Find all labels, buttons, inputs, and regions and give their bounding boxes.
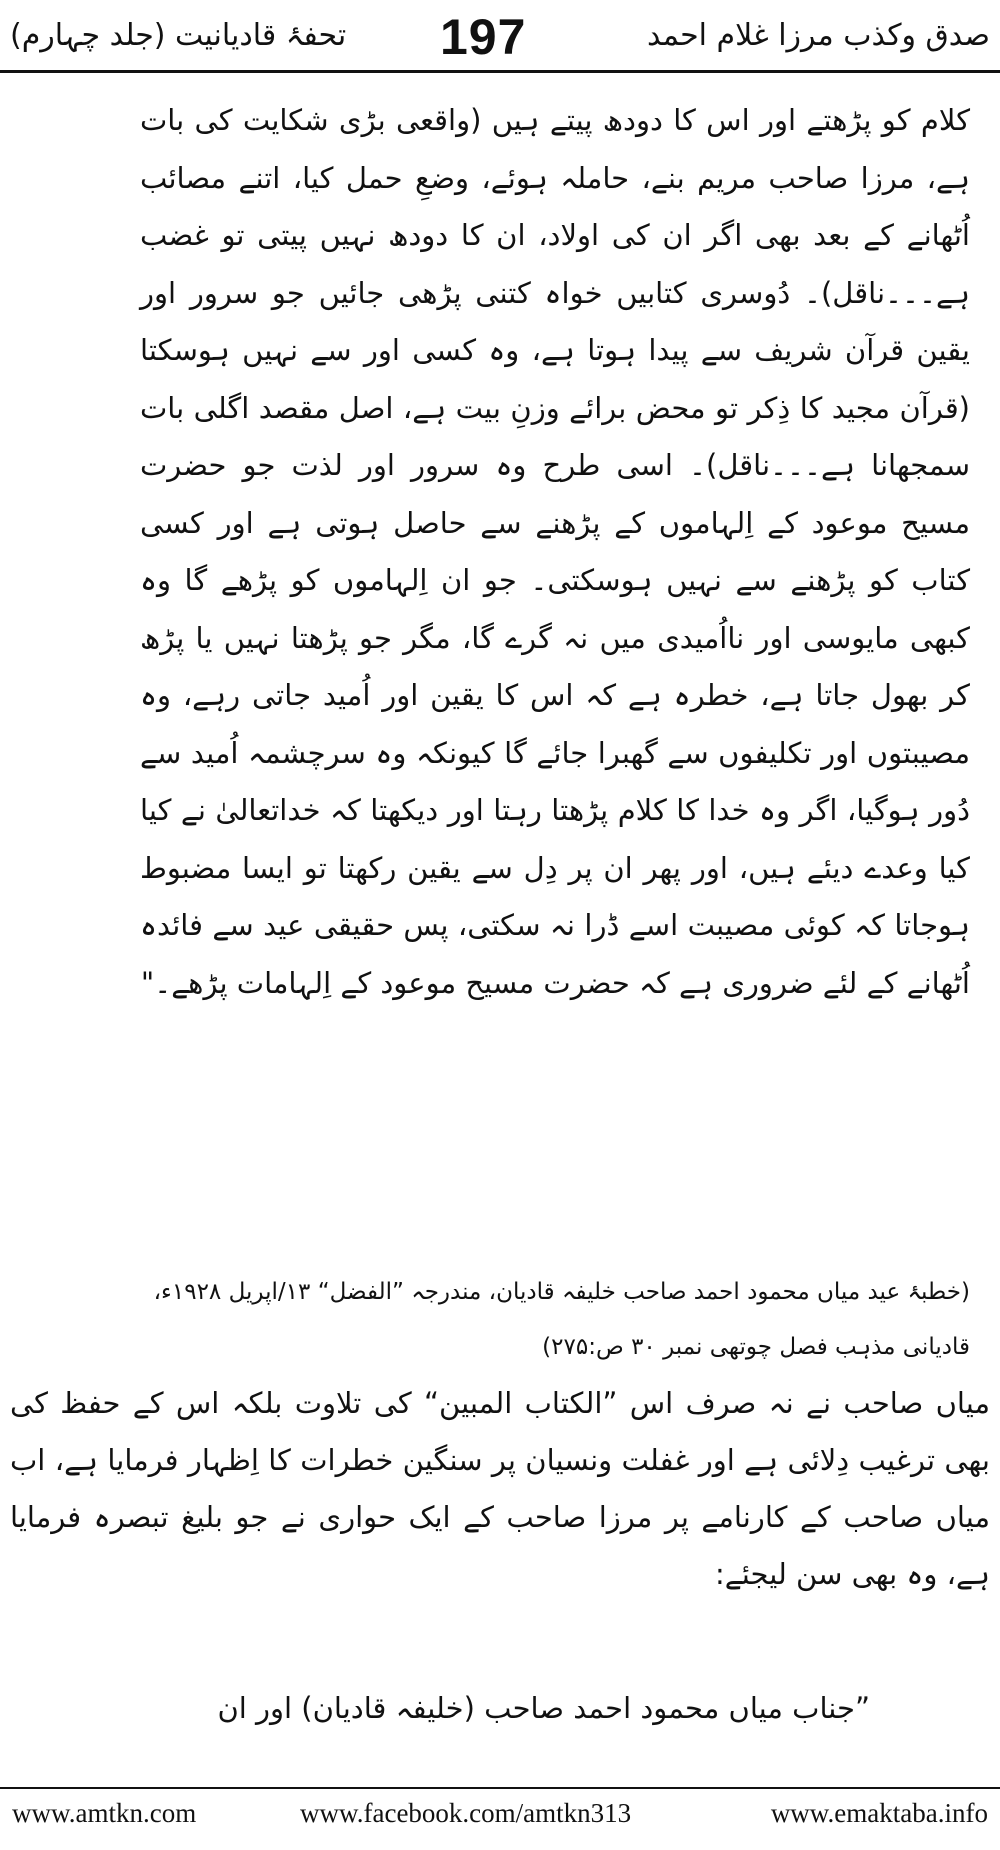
quoted-passage: کلام کو پڑھتے اور اس کا دودھ پیتے ہیں (واقعی بڑی شکایت کی بات ہے، مرزا صاحب مریم بنے، حاملہ ہوئے، وضعِ حمل کیا، اتنے مصائب اُٹھانے کے بعد بھی اگر ان کی اولاد، ان کا دودھ نہیں پیتی تو غضب ہے۔۔۔ناقل)۔ دُوسری کتابیں خواہ کتنی پڑھی جائیں جو سرور اور یقین قرآن شریف سے پیدا ہوتا ہے، وہ کسی اور سے نہیں ہوسکتا (قرآن مجید کا ذِکر تو محض برائے وزنِ بیت ہے، اصل مقصد اگلی بات سمجھانا ہے۔۔۔ناقل)۔ اسی طرح وہ سرور اور لذت جو حضرت مسیح موعود کے اِلہاموں کے پڑھنے سے حاصل ہوتی ہے اور کسی کتاب کو پڑھنے سے نہیں ہوسکتی۔ جو ان اِلہاموں کو پڑھے گا وہ کبھی مایوسی اور نااُمیدی میں نہ گرے گا، مگر جو پڑھتا نہیں یا پڑھ کر بھول جاتا ہے، خطرہ ہے کہ اس کا یقین اور اُمید جاتی رہے، وہ مصیبتوں اور تکلیفوں سے گھبرا جائے گا کیونکہ وہ سرچشمہ اُمید سے دُور ہوگیا، اگر وہ خدا کا کلام پڑھتا رہتا اور دیکھتا کہ خداتعالیٰ نے کیا کیا وعدے دیئے ہیں، اور پھر ان پر دِل سے یقین رکھتا تو ایسا مضبوط ہوجاتا کہ کوئی مصیبت اسے ڈرا نہ سکتی، پس حقیقی عید سے فائدہ اُٹھانے کے لئے ضروری ہے کہ حضرت مسیح موعود کے اِلہامات پڑھے۔" — [140, 103, 970, 1000]
body-paragraph: میاں صاحب نے نہ صرف اس ”الکتاب المبین“ کی تلاوت بلکہ اس کے حفظ کی بھی ترغیب دِلائی ہے اور غفلت ونسیان پر سنگین خطرات کا اِظہار فرمایا ہے، اب میاں صاحب کے کارنامے پر مرزا صاحب کے ایک حواری نے جو بلیغ تبصرہ فرمایا ہے، وہ بھی سن لیجئے: — [10, 1386, 990, 1591]
footer-link-facebook[interactable]: www.facebook.com/amtkn313 — [300, 1798, 632, 1828]
page-footer — [0, 1792, 1000, 1842]
footer-divider — [0, 1787, 1000, 1789]
chapter-title: صدق وکذب مرزا غلام احمد — [647, 18, 990, 53]
footer-link-emaktaba[interactable]: www.emaktaba.info — [770, 1798, 988, 1828]
header-divider — [0, 70, 1000, 73]
page-header — [0, 0, 1000, 70]
citation: (خطبۂ عید میاں محمود احمد صاحب خلیفہ قادیان، مندرجہ ”الفضل“ ۱۳/اپریل ۱۹۲۸ء، قادیانی مذہب فصل چوتھی نمبر ۳۰ ص:۲۷۵) — [153, 1279, 970, 1360]
footer-link-amtkn[interactable]: www.amtkn.com — [12, 1798, 197, 1828]
closing-quote-line: ”جناب میاں محمود احمد صاحب (خلیفہ قادیان) اور ان — [217, 1691, 870, 1725]
page-number: 197 — [440, 9, 527, 65]
book-title: تحفۂ قادیانیت (جلد چہارم) — [10, 18, 347, 53]
